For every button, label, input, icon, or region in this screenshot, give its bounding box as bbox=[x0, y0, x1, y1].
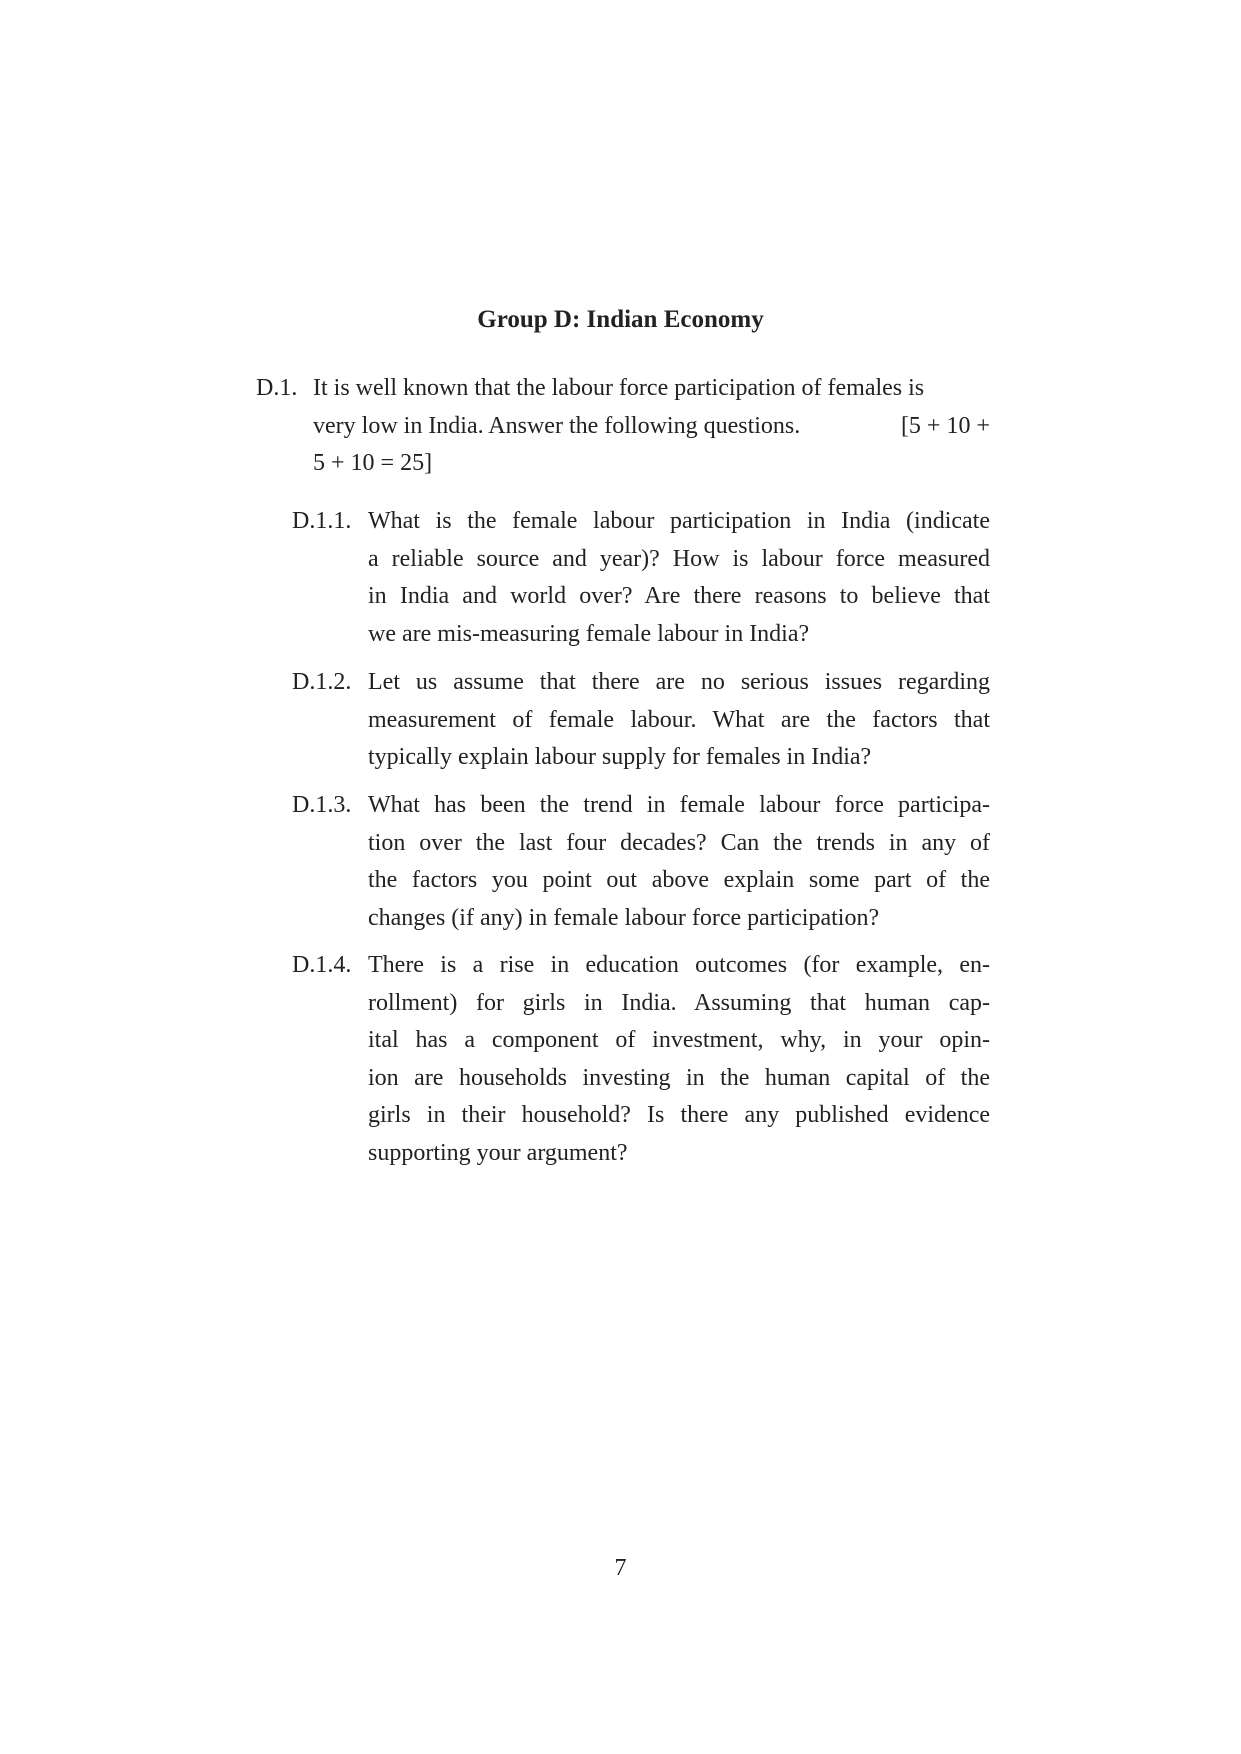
subquestion-line: changes (if any) in female labour force participation? bbox=[368, 904, 880, 931]
marks-allocation-continued: 5 + 10 = 25] bbox=[313, 450, 433, 476]
subquestion-line: Let us assume that there are no serious issues regarding bbox=[368, 669, 990, 695]
subquestion-line: measurement of female labour. What are the factors that bbox=[368, 706, 990, 733]
subquestion-line: typically explain labour supply for females in India? bbox=[368, 744, 872, 770]
subquestion-line: we are mis-measuring female labour in India? bbox=[368, 620, 810, 647]
question-line-2 bbox=[313, 408, 990, 446]
marks-allocation: [5 + 10 + bbox=[900, 412, 990, 439]
subquestion-line: ital has a component of investment, why, in your opin- bbox=[368, 1027, 990, 1053]
subquestion-line: in India and world over? Are there reasons to believe that bbox=[368, 583, 990, 609]
subquestion-line: supporting your argument? bbox=[368, 1139, 628, 1166]
question-d1 bbox=[256, 370, 990, 483]
subquestion-number: D.1.1. bbox=[292, 508, 352, 534]
subquestion-number: D.1.4. bbox=[292, 952, 352, 978]
subquestion-d1-3 bbox=[292, 787, 990, 937]
subquestion-text bbox=[368, 664, 990, 777]
question-line-2-text: very low in India. Answer the following questions. bbox=[313, 412, 801, 439]
subquestion-line: rollment) for girls in India. Assuming that human cap- bbox=[368, 989, 990, 1016]
subquestion-text bbox=[368, 947, 990, 1172]
subquestion-d1-1 bbox=[292, 503, 990, 653]
subquestion-line: What is the female labour participation in India (indicate bbox=[368, 508, 990, 534]
subquestion-d1-4 bbox=[292, 947, 990, 1172]
section-heading: Group D: Indian Economy bbox=[477, 306, 764, 333]
subquestion-line: tion over the last four decades? Can the trends in any of bbox=[368, 829, 990, 856]
page-number: 7 bbox=[614, 1555, 627, 1581]
question-line-1: It is well known that the labour force participation of females is bbox=[313, 375, 925, 401]
subquestion-line: a reliable source and year)? How is labour force measured bbox=[368, 545, 990, 572]
subquestion-text bbox=[368, 503, 990, 653]
subquestion-number: D.1.3. bbox=[292, 792, 352, 818]
subquestion-line: What has been the trend in female labour force participa- bbox=[368, 792, 990, 818]
subquestion-line: the factors you point out above explain some part of the bbox=[368, 867, 990, 893]
subquestion-d1-2 bbox=[292, 664, 990, 777]
subquestion-line: girls in their household? Is there any published evidence bbox=[368, 1102, 990, 1128]
subquestion-line: There is a rise in education outcomes (for example, en- bbox=[368, 952, 990, 978]
question-number: D.1. bbox=[256, 375, 298, 401]
subquestion-number: D.1.2. bbox=[292, 669, 352, 695]
subquestion-text bbox=[368, 787, 990, 937]
subquestion-line: ion are households investing in the human capital of the bbox=[368, 1064, 990, 1091]
